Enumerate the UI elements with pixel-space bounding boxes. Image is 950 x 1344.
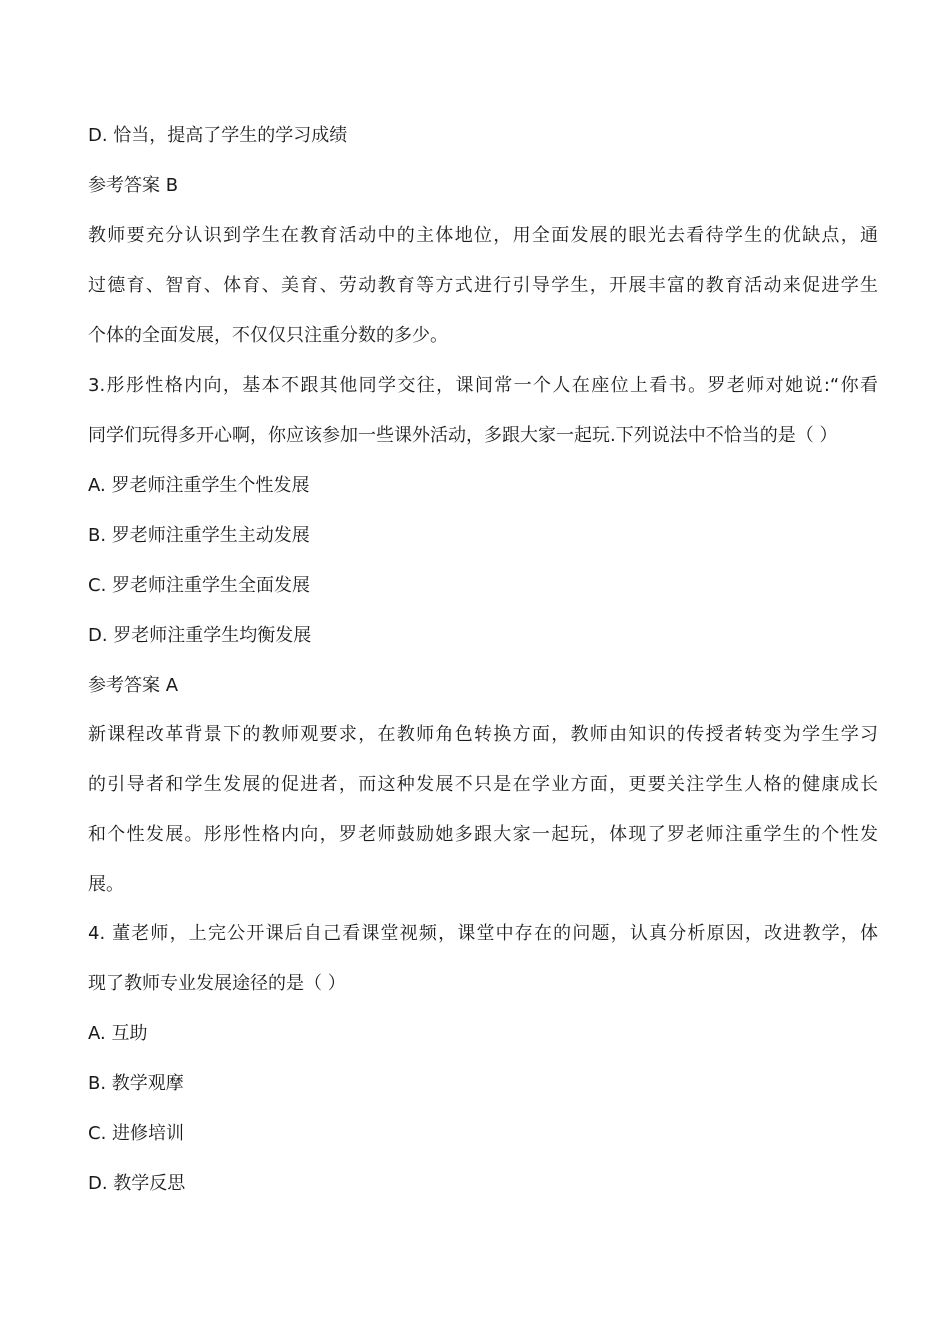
q2-explanation-line-2: 过德育、智育、体育、美育、劳动教育等方式进行引导学生，开展丰富的教育活动来促进学生	[88, 275, 878, 296]
q4-option-a: A. 互助	[88, 1023, 148, 1044]
q2-option-d: D. 恰当，提高了学生的学习成绩	[88, 125, 348, 146]
q4-option-c: C. 进修培训	[88, 1123, 185, 1144]
q3-answer: 参考答案 A	[88, 675, 179, 696]
q3-option-a: A. 罗老师注重学生个性发展	[88, 475, 310, 496]
q4-option-d: D. 教学反思	[88, 1173, 186, 1194]
q3-explanation-line-3: 和个性发展。彤彤性格内向，罗老师鼓励她多跟大家一起玩，体现了罗老师注重学生的个性发	[88, 824, 878, 845]
q3-explanation-line-2: 的引导者和学生发展的促进者，而这种发展不只是在学业方面，更要关注学生人格的健康成长	[88, 774, 878, 795]
q3-option-c: C. 罗老师注重学生全面发展	[88, 575, 311, 596]
q3-explanation-line-4: 展。	[88, 874, 124, 895]
q3-explanation-line-1: 新课程改革背景下的教师观要求，在教师角色转换方面，教师由知识的传授者转变为学生学习	[88, 724, 878, 745]
q2-answer: 参考答案 B	[88, 175, 179, 196]
q4-stem-line-1: 4. 董老师，上完公开课后自己看课堂视频，课堂中存在的问题，认真分析原因，改进教学，体	[88, 923, 878, 944]
q2-explanation-line-3: 个体的全面发展，不仅仅只注重分数的多少。	[88, 325, 448, 346]
q3-option-d: D. 罗老师注重学生均衡发展	[88, 625, 312, 646]
q3-stem-line-1: 3.彤彤性格内向，基本不跟其他同学交往，课间常一个人在座位上看书。罗老师对她说:“你看	[88, 375, 878, 396]
q2-explanation-line-1: 教师要充分认识到学生在教育活动中的主体地位，用全面发展的眼光去看待学生的优缺点，通	[88, 225, 878, 246]
q4-stem-line-2: 现了教师专业发展途径的是（ ）	[88, 973, 346, 994]
q3-option-b: B. 罗老师注重学生主动发展	[88, 525, 310, 546]
q4-option-b: B. 教学观摩	[88, 1073, 184, 1094]
q3-stem-line-2: 同学们玩得多开心啊，你应该参加一些课外活动，多跟大家一起玩.下列说法中不恰当的是（ ）	[88, 425, 838, 446]
